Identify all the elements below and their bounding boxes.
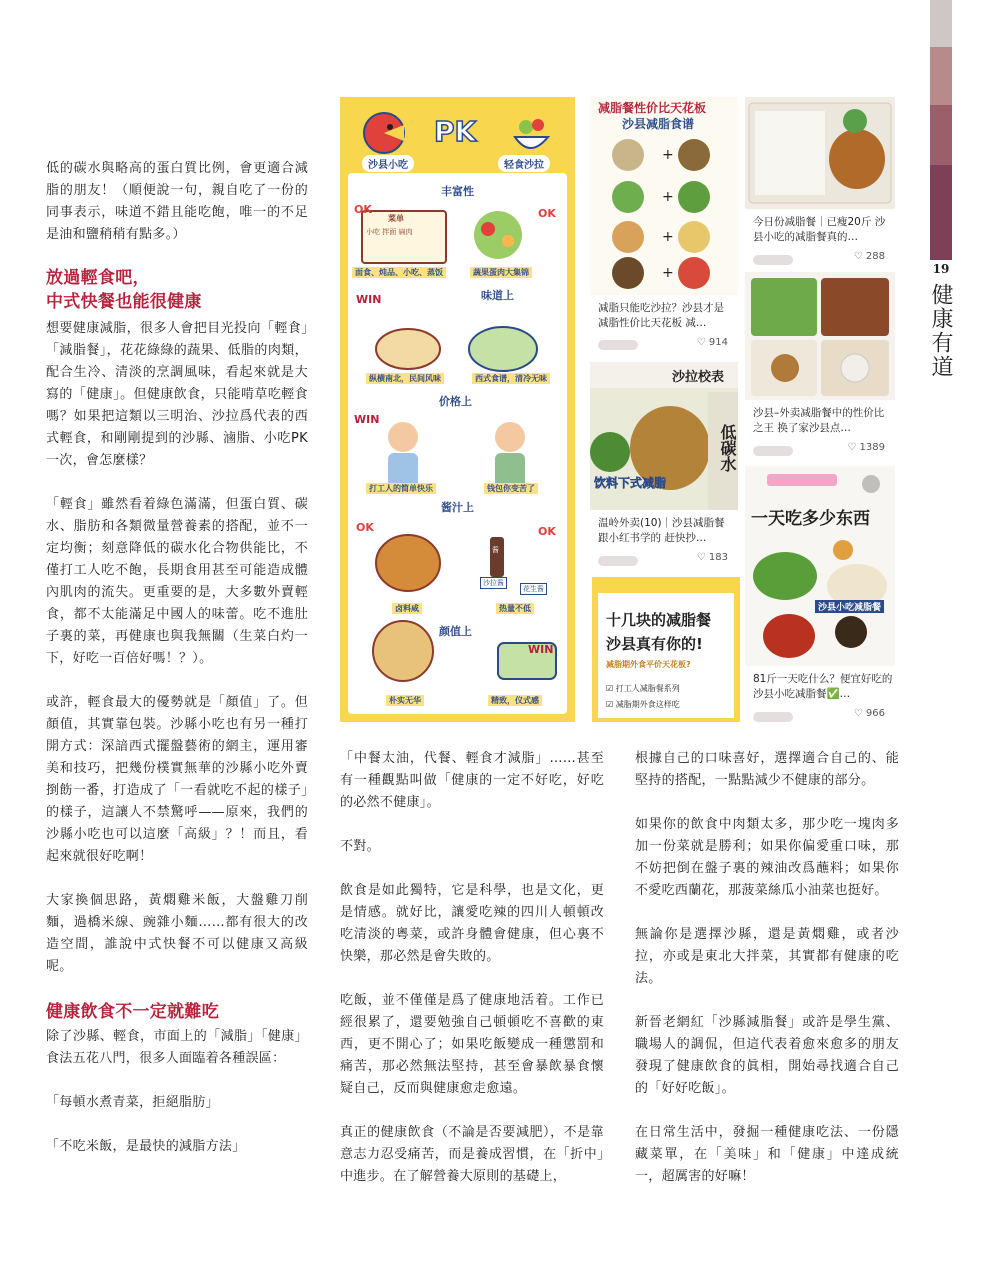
social-post-card[interactable] bbox=[590, 97, 738, 355]
post-image bbox=[745, 272, 895, 400]
author-avatar bbox=[753, 446, 793, 456]
quote: 「不吃米飯，是最快的減脂方法」 bbox=[46, 1139, 246, 1154]
paragraph: 無論你是選擇沙縣，還是黃燜雞，或者沙拉，亦或是東北大拌菜，其實都有健康的吃法。 bbox=[635, 927, 899, 986]
image-overlay-text: 饮料下式减脂 bbox=[594, 476, 667, 490]
like-number: 288 bbox=[865, 251, 885, 262]
infographic-header bbox=[340, 97, 575, 177]
ok-tag: OK bbox=[354, 203, 372, 216]
paragraph: 大家換個思路，黃燜雞米飯，大盤雞刀削麵，過橋米線、豌雜小麵……都有很大的改造空間，誰說中式快餐不可以健康又高級呢。 bbox=[46, 893, 308, 974]
author-avatar bbox=[753, 712, 793, 722]
paragraph: 除了沙縣、輕食，市面上的「減脂」「健康」食法五花八門，很多人面臨着各種誤區： bbox=[46, 1029, 308, 1066]
caption: 面食、炖品、小吃、蒸饭 bbox=[352, 267, 446, 278]
paragraph: 吃飯，並不僅僅是爲了健康地活着。工作已經很累了，還要勉強自己頓頓吃不喜歡的東西，更不開心了；如果吃飯變成一種懲罰和痛苦，那必然無法堅持，甚至會暴飲暴食懷疑自己，反而與健康愈走愈遠。 bbox=[340, 993, 604, 1096]
category-richness: 丰富性 bbox=[441, 185, 474, 198]
paragraph: 不對。 bbox=[340, 839, 380, 854]
article-column-3 bbox=[635, 748, 899, 1210]
heart-icon: ♡ bbox=[847, 442, 857, 453]
paragraph: 「輕食」雖然看着綠色滿滿，但蛋白質、碳水、脂肪和各類微量營養素的搭配，並不一定均衡；刻意降低的碳水化合物供能比，不僅打工人吃不飽，長期食用甚至可能造成體內肌肉的流失。更重要的是，大多數外賣輕食，都不太能滿足中國人的味蕾。吃不進肚子裏的菜，再健康也與我無關（生菜白灼一下，好吃一百倍好嗎！？）。 bbox=[46, 497, 308, 666]
caption: 精致，仪式感 bbox=[488, 695, 542, 706]
paragraph: 根據自己的口味喜好，選擇適合自己的、能堅持的搭配，一點點減少不健康的部分。 bbox=[635, 751, 899, 788]
image-banner: 减脂餐性价比天花板 bbox=[598, 101, 707, 115]
ok-tag: OK bbox=[538, 207, 556, 220]
subheading bbox=[46, 266, 308, 314]
like-count bbox=[697, 552, 728, 563]
paragraph: 「中餐太油，代餐、輕食才減脂」……甚至有一種觀點叫做「健康的一定不好吃，好吃的必然不健康」。 bbox=[340, 751, 604, 810]
heart-icon: ♡ bbox=[696, 337, 706, 348]
page-number: 19 bbox=[932, 262, 950, 276]
subheading: 健康飲食不一定就難吃 bbox=[46, 1002, 219, 1022]
sauce-cup-label: 花生酱 bbox=[520, 583, 547, 595]
post-caption: 81斤一天吃什么？便宜好吃的沙县小吃减脂餐✅… bbox=[753, 673, 893, 700]
poster-title: 十几块的减脂餐 bbox=[606, 611, 712, 629]
social-post-card[interactable] bbox=[745, 466, 895, 722]
article-column-1 bbox=[46, 158, 308, 1180]
win-badge: WIN bbox=[354, 413, 380, 426]
heart-icon: ♡ bbox=[853, 251, 863, 262]
image-banner: 沙拉校表 bbox=[672, 370, 725, 385]
post-image bbox=[590, 97, 738, 295]
win-badge: WIN bbox=[356, 293, 382, 306]
checkbox-icon: ☑ bbox=[606, 684, 614, 693]
author-avatar bbox=[753, 255, 793, 265]
subheading-line: 放過輕食吧， bbox=[46, 268, 150, 288]
caption: 蔬果蛋肉大集锦 bbox=[470, 267, 532, 278]
post-caption: 温岭外卖(10)｜沙县减脂餐跟小红书学的 赶快抄… bbox=[598, 517, 725, 544]
paragraph: 新晉老網紅「沙縣減脂餐」或許是學生黨、職場人的調侃，但這代表着愈來愈多的朋友發現了健康飲食的眞相，開始尋找適合自己的「好好吃飯」。 bbox=[635, 1015, 899, 1096]
poster-title: 沙县真有你的! bbox=[606, 635, 703, 653]
ok-tag: OK bbox=[356, 521, 374, 534]
paragraph: 飲食是如此獨特，它是科學，也是文化，更是情感。就好比，讓愛吃辣的四川人頓頓改吃清淡的粵菜，或許身體會健康，但心裏不快樂，那必然是會失敗的。 bbox=[340, 883, 604, 964]
list-label: 打工人减脂餐系列 bbox=[615, 684, 680, 693]
caption: 西式食谱，清冷无味 bbox=[472, 373, 550, 384]
category-taste: 味道上 bbox=[481, 289, 514, 302]
category-price: 价格上 bbox=[439, 395, 472, 408]
image-banner: 一天吃多少东西 bbox=[751, 509, 870, 529]
like-number: 1389 bbox=[859, 442, 885, 453]
poster-subtitle: 减脂期外食平价天花板? bbox=[606, 660, 691, 669]
post-caption: 今日份减脂餐｜已瘦20斤 沙县小吃的减脂餐真的… bbox=[753, 216, 886, 243]
like-number: 966 bbox=[865, 708, 885, 719]
image-overlay-text: 沙县小吃减脂餐 bbox=[815, 600, 884, 613]
poster-panel bbox=[598, 593, 734, 718]
checkbox-icon: ☑ bbox=[606, 700, 614, 709]
image-side-text: 低碳水 bbox=[718, 424, 737, 472]
subheading-line: 中式快餐也能很健康 bbox=[46, 292, 202, 312]
sauce-cup-label: 沙拉酱 bbox=[480, 577, 507, 589]
caption: 打工人的简单快乐 bbox=[366, 483, 436, 494]
like-count bbox=[697, 337, 728, 348]
svg-text:+: + bbox=[662, 265, 674, 281]
win-badge: WIN bbox=[528, 643, 554, 656]
like-number: 914 bbox=[708, 337, 728, 348]
quote: 「每頓水煮青菜，拒絕脂肪」 bbox=[46, 1095, 219, 1110]
social-post-card[interactable] bbox=[745, 97, 895, 267]
sidebar-band bbox=[930, 47, 952, 105]
infographic-panel bbox=[348, 173, 567, 714]
heart-icon: ♡ bbox=[696, 552, 706, 563]
paragraph: 在日常生活中，發掘一種健康吃法、一份隱藏菜單，在「美味」和「健康」中達成統一，超厲害的好嘛！ bbox=[635, 1125, 899, 1184]
caption: 卤料咸 bbox=[392, 603, 422, 614]
ok-tag: OK bbox=[538, 525, 556, 538]
sidebar-band bbox=[930, 165, 952, 260]
like-count bbox=[854, 708, 885, 719]
image-subbanner: 沙县减脂食谱 bbox=[622, 117, 695, 131]
like-count bbox=[854, 251, 885, 262]
right-contender-label: 轻食沙拉 bbox=[498, 155, 550, 172]
social-post-card[interactable] bbox=[590, 362, 738, 570]
paragraph: 低的碳水與略高的蛋白質比例，會更適合減脂的朋友！（順便說一句，親自吃了一份的同事表示，味道不錯且能吃飽，唯一的不足是油和鹽稍稍有點多。） bbox=[46, 161, 308, 242]
sidebar-band bbox=[930, 105, 952, 165]
social-post-card[interactable] bbox=[592, 577, 740, 722]
caption: 热量不低 bbox=[496, 603, 534, 614]
caption: 朴实无华 bbox=[386, 695, 424, 706]
bento-photo bbox=[745, 272, 895, 400]
list-label: 减脂期外食这样吃 bbox=[615, 700, 680, 709]
poster-list-item bbox=[606, 683, 680, 694]
pk-infographic bbox=[340, 97, 575, 722]
category-looks: 颜值上 bbox=[439, 625, 472, 638]
post-caption: 减脂只能吃沙拉？沙县才是减脂性价比天花板 减… bbox=[598, 302, 724, 329]
poster-list-item bbox=[606, 699, 680, 710]
paragraph: 想要健康減脂，很多人會把目光投向「輕食」「減脂餐」，花花綠綠的蔬果、低脂的肉類，配合生冷、清淡的烹調風味，看起來就是大寫的「健康」。但健康飲食，只能啃草吃輕食嗎？如果把這類以三明治、沙拉爲代表的西式輕食，和剛剛提到的沙縣、滷脂、小吃PK一次，會怎麼樣？ bbox=[46, 321, 308, 468]
post-image bbox=[745, 466, 895, 666]
menu-title: 菜单 bbox=[388, 214, 404, 223]
post-image bbox=[590, 362, 738, 510]
caption: 钱包你变苦了 bbox=[484, 483, 538, 494]
post-image bbox=[745, 97, 895, 209]
left-contender-label: 沙县小吃 bbox=[362, 155, 414, 172]
svg-text:+: + bbox=[662, 189, 674, 205]
caption: 纵横南北，民间风味 bbox=[366, 373, 444, 384]
paragraph: 真正的健康飲食（不論是否要減肥），不是靠意志力忍受痛苦，而是養成習慣，在「折中」中進步。在了解營養大原則的基礎上， bbox=[340, 1125, 604, 1184]
svg-text:+: + bbox=[662, 147, 674, 163]
section-title: 健康有道 bbox=[928, 283, 953, 379]
article-column-2 bbox=[340, 748, 604, 1210]
pk-text: PK bbox=[434, 115, 477, 148]
author-avatar bbox=[598, 556, 638, 566]
menu-items: 小吃 拌面 扁肉 bbox=[366, 228, 413, 236]
svg-text:+: + bbox=[662, 229, 674, 245]
category-sauce: 酱汁上 bbox=[441, 501, 474, 514]
sidebar-band bbox=[930, 0, 952, 47]
blurred-tag bbox=[767, 474, 837, 486]
sauce-bottle-label: 酱 bbox=[492, 546, 499, 554]
paragraph: 或許，輕食最大的優勢就是「顏值」了。但顏值，其實靠包裝。沙縣小吃也有另一種打開方式：深諳西式擺盤藝術的網主，運用審美和技巧，把幾份樸實無華的沙縣小吃外賣捯飭一番，打造成了「一看就吃不起的樣子」的樣子，這讓人不禁驚呼——原來，我們的沙縣小吃也可以這麼「高級」？！而且，看起來就很好吃啊！ bbox=[46, 695, 308, 864]
post-caption: 沙县–外卖减脂餐中的性价比之王 换了家沙县点… bbox=[753, 407, 885, 434]
bento-photo bbox=[745, 97, 895, 209]
section-sidebar bbox=[930, 0, 952, 1267]
social-post-card[interactable] bbox=[745, 272, 895, 462]
bento-photo bbox=[745, 466, 895, 666]
paragraph: 如果你的飲食中肉類太多，那少吃一塊肉多加一份菜就是勝利；如果你偏愛重口味，那不妨把倒在盤子裏的辣油改爲蘸料；如果你不愛吃西蘭花，那菠菜絲瓜小油菜也挺好。 bbox=[635, 817, 899, 898]
heart-icon: ♡ bbox=[853, 708, 863, 719]
author-avatar bbox=[598, 340, 638, 350]
like-count bbox=[847, 442, 885, 453]
like-number: 183 bbox=[708, 552, 728, 563]
